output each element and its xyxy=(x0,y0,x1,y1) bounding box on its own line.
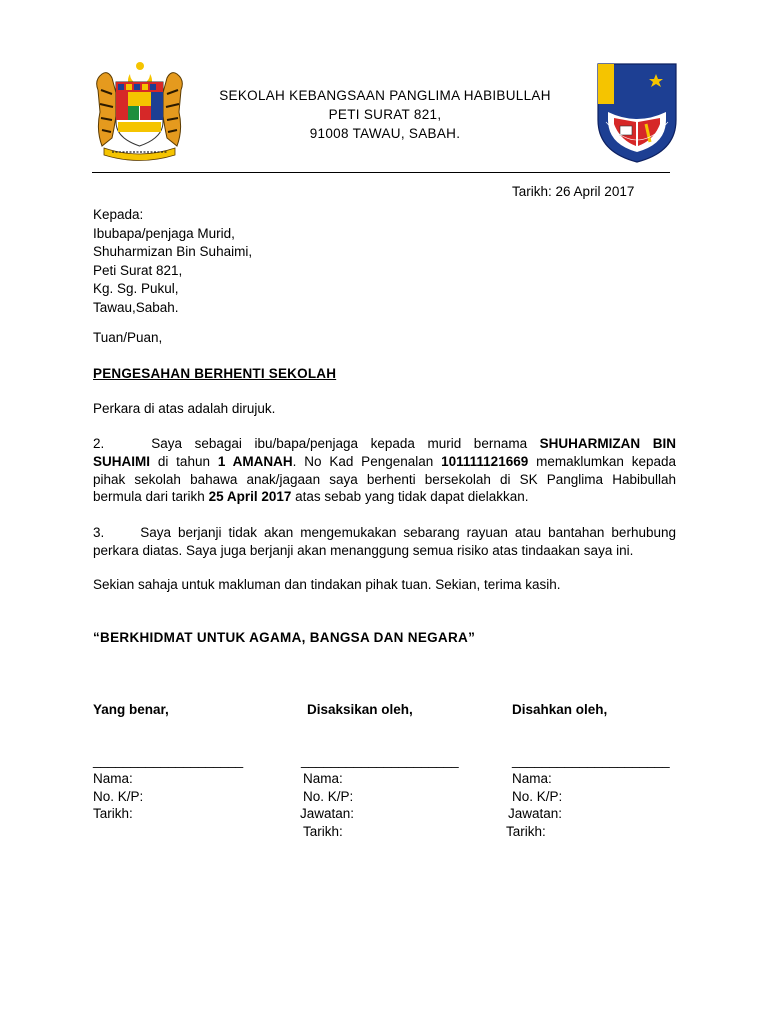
school-postcode-city: 91008 TAWAU, SABAH. xyxy=(309,126,461,141)
date-label: Tarikh: xyxy=(512,184,552,199)
recipient-line: Peti Surat 821, xyxy=(93,262,183,278)
field-kp: No. K/P: xyxy=(512,788,563,804)
signature-line: _____________________ xyxy=(512,753,670,768)
paragraph-number: 3. xyxy=(93,525,105,540)
paragraph-3-line-2: perkara diatas. Saya juga berjanji akan menanggung semua risiko atas tindaakan saya ini. xyxy=(93,542,634,558)
school-name: SEKOLAH KEBANGSAAN PANGLIMA HABIBULLAH xyxy=(219,88,551,103)
paragraph-number: 2. xyxy=(93,436,105,451)
field-nama: Nama: xyxy=(303,771,343,786)
reference-line: Perkara di atas adalah dirujuk. xyxy=(93,401,276,416)
school-crest-icon xyxy=(592,60,682,165)
sig-heading-yang-benar: Yang benar, xyxy=(93,702,169,717)
field-nama: Nama: xyxy=(93,771,133,786)
field-tarikh: Tarikh: xyxy=(303,823,343,839)
recipient-address xyxy=(93,206,252,317)
field-nama: Nama: xyxy=(512,771,552,786)
salutation: Tuan/Puan, xyxy=(93,330,163,345)
recipient-line: Tawau,Sabah. xyxy=(93,299,179,315)
student-class: 1 AMANAH xyxy=(217,453,293,469)
signature-line: _____________________ xyxy=(301,753,459,768)
motto: “BERKHIDMAT UNTUK AGAMA, BANGSA DAN NEGARA” xyxy=(93,630,476,645)
field-kp: No. K/P: xyxy=(303,788,354,804)
signature-fields-col2 xyxy=(298,770,354,840)
field-jawatan: Jawatan: xyxy=(508,806,563,821)
field-tarikh: Tarikh: xyxy=(506,823,546,839)
malaysia-coat-of-arms-icon xyxy=(92,60,187,165)
letterhead xyxy=(0,0,768,180)
paragraph-2-line-3: pihak sekolah bahawa anak/jagaan saya berhenti bersekolah di SK Panglima Habibullah xyxy=(93,471,676,487)
letter-date xyxy=(512,184,634,199)
paragraph-2 xyxy=(93,435,676,506)
recipient-line: Kg. Sg. Pukul, xyxy=(93,281,179,296)
letter-subject: PENGESAHAN BERHENTI SEKOLAH xyxy=(93,366,337,381)
signature-line: ____________________ xyxy=(93,753,244,768)
signature-fields-col3 xyxy=(506,770,562,840)
sig-heading-disahkan: Disahkan oleh, xyxy=(512,702,608,717)
paragraph-2-line-2: SUHAIMI di tahun 1 AMANAH. No Kad Pengenalan 101111121669 memaklumkan kepada xyxy=(93,453,676,469)
student-name-part-1: SHUHARMIZAN BIN xyxy=(539,436,676,451)
school-address-block xyxy=(190,86,580,143)
stop-date: 25 April 2017 xyxy=(208,489,292,505)
sig-heading-disaksikan: Disaksikan oleh, xyxy=(307,702,413,717)
paragraph-3 xyxy=(93,524,676,560)
date-value: 26 April 2017 xyxy=(555,184,635,199)
closing-line: Sekian sahaja untuk makluman dan tindakan pihak tuan. Sekian, terima kasih. xyxy=(93,577,561,592)
school-po-box: PETI SURAT 821, xyxy=(328,107,442,122)
paragraph-3-line-1: 3. Saya berjanji tidak akan mengemukakan sebarang rayuan atau bantahan berhubung xyxy=(93,525,676,540)
paragraph-2-line-1: 2. Saya sebagai ibu/bapa/penjaga kepada murid bernama SHUHARMIZAN BIN xyxy=(93,436,676,451)
ic-number: 101111121669 xyxy=(441,453,529,469)
field-tarikh: Tarikh: xyxy=(93,806,133,821)
recipient-heading: Kepada: xyxy=(93,207,144,222)
field-kp: No. K/P: xyxy=(93,788,144,804)
recipient-line: Ibubapa/penjaga Murid, xyxy=(93,225,235,241)
field-jawatan: Jawatan: xyxy=(300,806,355,821)
student-name-part-2: SUHAIMI xyxy=(93,453,150,469)
recipient-line: Shuharmizan Bin Suhaimi, xyxy=(93,244,253,259)
letterhead-divider xyxy=(92,172,670,173)
paragraph-2-line-4: bermula dari tarikh 25 April 2017 atas sebab yang tidak dapat dielakkan. xyxy=(93,489,529,505)
signature-fields-col1 xyxy=(93,770,143,823)
